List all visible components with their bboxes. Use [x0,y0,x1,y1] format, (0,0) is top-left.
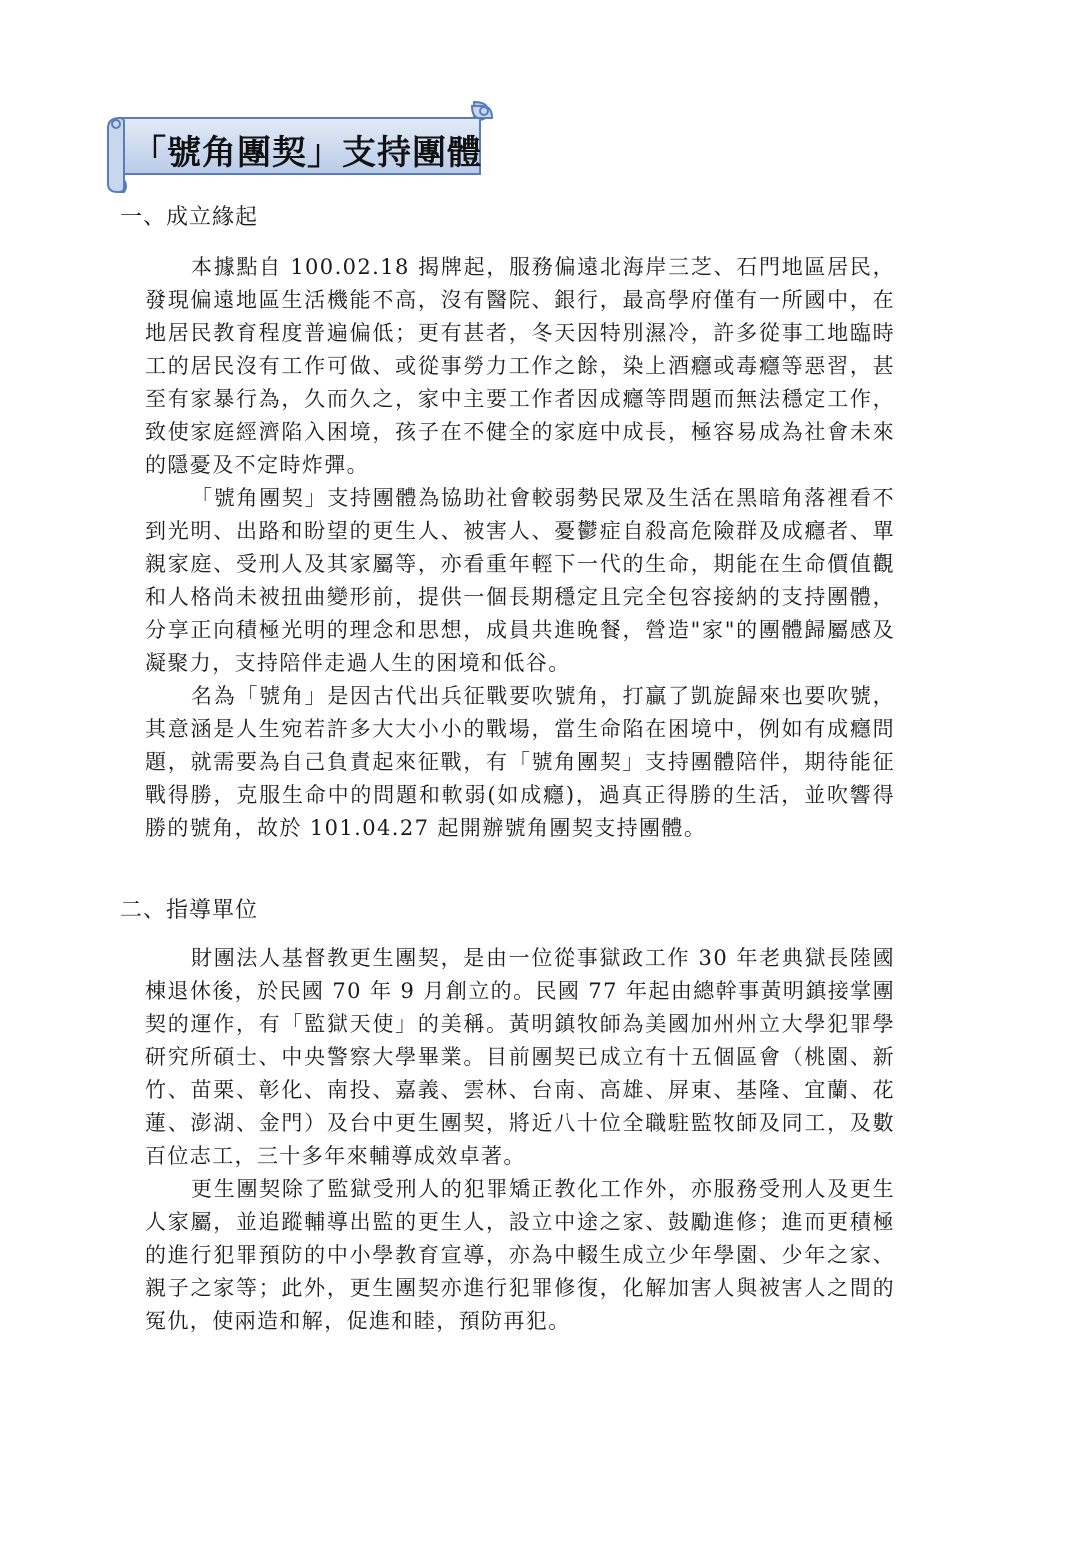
page-title: 「號角團契」支持團體 [132,133,482,173]
section-2-heading: 二、指導單位 [120,898,259,923]
section-2-paragraph-2: 更生團契除了監獄受刑人的犯罪矯正教化工作外，亦服務受刑人及更生人家屬，並追蹤輔導出監的更生人，設立中途之家、鼓勵進修；進而更積極的進行犯罪預防的中小學教育宣導，亦為中輟生成立少年學園、少年之家、親子之家等；此外，更生團契亦進行犯罪修復，化解加害人與被害人之間的冤仇，使兩造和解，促進和睦，預防再犯。 [145,1177,895,1333]
section-1-paragraph-2: 「號角團契」支持團體為協助社會較弱勢民眾及生活在黑暗角落裡看不到光明、出路和盼望的更生人、被害人、憂鬱症自殺高危險群及成癮者、單親家庭、受刑人及其家屬等，亦看重年輕下一代的生命，期能在生命價值觀和人格尚未被扭曲變形前，提供一個長期穩定且完全包容接納的支持團體，分享正向積極光明的理念和思想，成員共進晚餐，營造"家"的團體歸屬感及凝聚力，支持陪伴走過人生的困境和低谷。 [145,486,895,675]
section-1-heading: 一、成立緣起 [120,205,259,230]
section-2-paragraph-1: 財團法人基督教更生團契，是由一位從事獄政工作 30 年老典獄長陸國棟退休後，於民國 70 年 9 月創立的。民國 77 年起由總幹事黃明鎮接掌團契的運作，有「監獄天使」的美稱。黃明鎮牧師為美國加州州立大學犯罪學研究所碩士、中央警察大學畢業。目前團契已成立有十五個區會（桃園、新竹、苗栗、彰化、南投、嘉義、雲林、台南、高雄、屏東、基隆、宜蘭、花蓮、澎湖、金門）及台中更生團契，將近八十位全職駐監牧師及同工，及數百位志工，三十多年來輔導成效卓著。 [145,946,895,1168]
section-1-paragraph-3: 名為「號角」是因古代出兵征戰要吹號角，打贏了凱旋歸來也要吹號，其意涵是人生宛若許多大大小小的戰場，當生命陷在困境中，例如有成癮問題，就需要為自己負責起來征戰，有「號角團契」支持團體陪伴，期待能征戰得勝，克服生命中的問題和軟弱(如成癮)，過真正得勝的生活，並吹響得勝的號角，故於 101.04.27 起開辦號角團契支持團體。 [145,684,895,840]
section-1-paragraph-1: 本據點自 100.02.18 揭牌起，服務偏遠北海岸三芝、石門地區居民，發現偏遠地區生活機能不高，沒有醫院、銀行，最高學府僅有一所國中，在地居民教育程度普遍偏低；更有甚者，冬天因特別濕冷，許多從事工地臨時工的居民沒有工作可做、或從事勞力工作之餘，染上酒癮或毒癮等惡習，甚至有家暴行為，久而久之，家中主要工作者因成癮等問題而無法穩定工作，致使家庭經濟陷入困境，孩子在不健全的家庭中成長，極容易成為社會未來的隱憂及不定時炸彈。 [145,255,895,477]
